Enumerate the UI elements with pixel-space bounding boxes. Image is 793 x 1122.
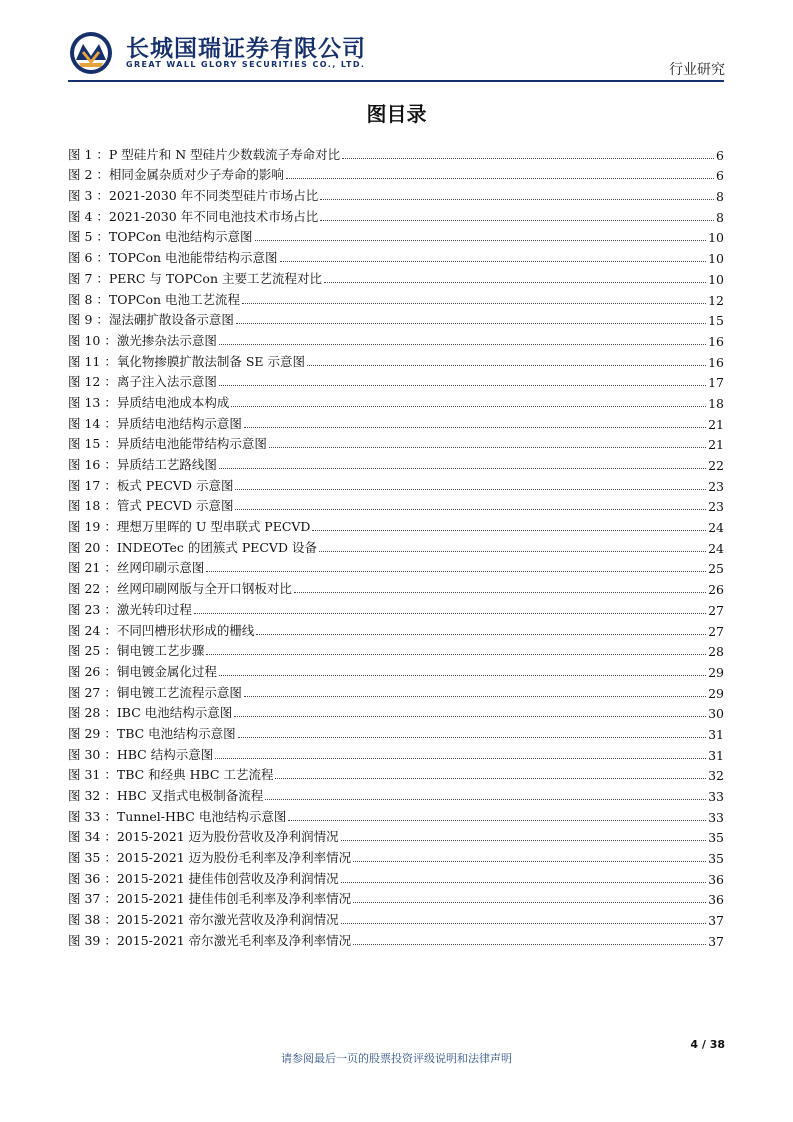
footer-disclaimer: 请参阅最后一页的股票投资评级说明和法律声明 <box>281 1052 512 1065</box>
toc-dot-leader <box>275 778 706 779</box>
toc-entry-label: 图 18 ：管式 PECVD 示意图 <box>68 498 234 514</box>
toc-entry-page: 30 <box>708 706 724 722</box>
toc-entry[interactable] <box>68 804 724 825</box>
toc-entry-page: 12 <box>708 292 724 308</box>
toc-entry[interactable] <box>68 928 724 949</box>
toc-entry[interactable] <box>68 308 724 329</box>
toc-entry-label: 图 24 ：不同凹槽形状形成的栅线 <box>68 622 255 638</box>
toc-entry-label: 图 23 ：激光转印过程 <box>68 601 192 617</box>
toc-entry-label: 图 19 ：理想万里晖的 U 型串联式 PECVD <box>68 519 311 535</box>
toc-entry-page: 6 <box>716 168 724 184</box>
toc-entry[interactable] <box>68 225 724 246</box>
toc-entry-page: 27 <box>708 623 724 639</box>
toc-entry[interactable] <box>68 639 724 660</box>
toc-entry[interactable] <box>68 659 724 680</box>
toc-entry-label: 图 32 ：HBC 叉指式电极制备流程 <box>68 788 264 803</box>
toc-dot-leader <box>238 737 706 738</box>
toc-entry[interactable] <box>68 370 724 391</box>
toc-entry-label: 图 9 ：湿法硼扩散设备示意图 <box>68 312 234 328</box>
current-page: 4 <box>690 1038 698 1051</box>
toc-dot-leader <box>219 344 706 345</box>
section-label: 行业研究 <box>669 62 725 78</box>
toc-entry[interactable] <box>68 432 724 453</box>
toc-entry[interactable] <box>68 287 724 308</box>
toc-entry-label: 图 20 ：INDEOTec 的团簇式 PECVD 设备 <box>68 539 317 555</box>
toc-entry[interactable] <box>68 473 724 494</box>
toc-entry-page: 32 <box>708 768 724 784</box>
toc-entry-page: 15 <box>708 313 724 329</box>
toc-dot-leader <box>294 592 706 593</box>
total-pages: 38 <box>709 1038 725 1051</box>
toc-entry-label: 图 31 ：TBC 和经典 HBC 工艺流程 <box>68 767 274 783</box>
toc-entry[interactable] <box>68 680 724 701</box>
toc-entry-label: 图 35 ：2015-2021 迈为股份毛利率及净利率情况 <box>68 850 352 866</box>
toc-dot-leader <box>255 240 707 241</box>
toc-entry[interactable] <box>68 618 724 639</box>
toc-entry[interactable] <box>68 721 724 742</box>
toc-entry-label: 图 2 ：相同金属杂质对少子寿命的影响 <box>68 167 284 183</box>
toc-dot-leader <box>219 675 706 676</box>
toc-dot-leader <box>320 220 714 221</box>
toc-dot-leader <box>342 158 714 159</box>
toc-entry-page: 18 <box>708 395 724 411</box>
toc-entry-page: 10 <box>708 251 724 267</box>
toc-entry-label: 图 28 ：IBC 电池结构示意图 <box>68 705 233 721</box>
toc-entry-label: 图 39 ：2015-2021 帝尔激光毛利率及净利率情况 <box>68 932 352 948</box>
toc-entry-label: 图 13 ：异质结电池成本构成 <box>68 394 230 410</box>
toc-entry[interactable] <box>68 763 724 784</box>
toc-dot-leader <box>265 799 706 800</box>
toc-dot-leader <box>269 447 706 448</box>
toc-dot-leader <box>288 820 706 821</box>
toc-dot-leader <box>341 923 706 924</box>
company-name-cn: 长城国瑞证券有限公司 <box>126 36 366 62</box>
toc-entry-label: 图 30 ：HBC 结构示意图 <box>68 746 214 762</box>
toc-entry-page: 21 <box>708 437 724 453</box>
toc-entry[interactable] <box>68 204 724 225</box>
toc-dot-leader <box>319 551 706 552</box>
toc-entry[interactable] <box>68 494 724 515</box>
toc-dot-leader <box>234 716 706 717</box>
toc-entry[interactable] <box>68 866 724 887</box>
toc-entry-label: 图 33 ：Tunnel-HBC 电池结构示意图 <box>68 808 287 824</box>
toc-entry-label: 图 8 ：TOPCon 电池工艺流程 <box>68 291 241 307</box>
toc-entry-page: 33 <box>708 809 724 825</box>
toc-entry[interactable] <box>68 845 724 866</box>
toc-entry-page: 28 <box>708 644 724 660</box>
page-title: 图目录 <box>366 102 427 126</box>
toc-entry-page: 31 <box>708 747 724 763</box>
toc-dot-leader <box>219 385 706 386</box>
toc-entry-page: 35 <box>708 830 724 846</box>
toc-dot-leader <box>353 861 706 862</box>
toc-entry[interactable] <box>68 142 724 163</box>
header-divider <box>68 80 724 82</box>
toc-entry[interactable] <box>68 411 724 432</box>
toc-dot-leader <box>206 654 706 655</box>
toc-entry-label: 图 3 ：2021-2030 年不同类型硅片市场占比 <box>68 188 319 204</box>
toc-dot-leader <box>353 902 706 903</box>
toc-entry[interactable] <box>68 245 724 266</box>
toc-entry-page: 29 <box>708 685 724 701</box>
toc-entry-page: 25 <box>708 561 724 577</box>
toc-entry-page: 36 <box>708 871 724 887</box>
toc-entry[interactable] <box>68 328 724 349</box>
toc-entry-page: 8 <box>716 189 724 205</box>
toc-entry-page: 10 <box>708 230 724 246</box>
toc-entry-page: 36 <box>708 892 724 908</box>
page-header <box>0 0 793 80</box>
toc-entry-page: 16 <box>708 333 724 349</box>
toc-entry[interactable] <box>68 535 724 556</box>
toc-dot-leader <box>256 634 706 635</box>
toc-dot-leader <box>235 509 706 510</box>
toc-dot-leader <box>242 303 706 304</box>
toc-entry[interactable] <box>68 556 724 577</box>
toc-entry-page: 35 <box>708 851 724 867</box>
toc-dot-leader <box>280 261 707 262</box>
toc-entry-label: 图 14 ：异质结电池结构示意图 <box>68 415 242 431</box>
toc-entry[interactable] <box>68 349 724 370</box>
toc-entry-page: 23 <box>708 478 724 494</box>
toc-dot-leader <box>231 406 706 407</box>
company-name-en: GREAT WALL GLORY SECURITIES CO., LTD. <box>126 60 366 69</box>
company-logo-icon <box>68 30 114 76</box>
toc-entry[interactable] <box>68 163 724 184</box>
toc-entry[interactable] <box>68 783 724 804</box>
toc-entry-page: 21 <box>708 416 724 432</box>
toc-entry-label: 图 15 ：异质结电池能带结构示意图 <box>68 436 267 452</box>
toc-entry[interactable] <box>68 452 724 473</box>
toc-entry[interactable] <box>68 825 724 846</box>
toc-entry[interactable] <box>68 390 724 411</box>
toc-dot-leader <box>236 323 706 324</box>
toc-entry-page: 37 <box>708 913 724 929</box>
toc-entry-page: 24 <box>708 520 724 536</box>
toc-entry-page: 6 <box>716 147 724 163</box>
toc-entry-label: 图 22 ：丝网印刷网版与全开口钢板对比 <box>68 581 292 597</box>
toc-entry-page: 16 <box>708 354 724 370</box>
toc-dot-leader <box>244 696 706 697</box>
figure-table-of-contents <box>68 142 724 949</box>
toc-entry[interactable] <box>68 514 724 535</box>
toc-dot-leader <box>206 571 706 572</box>
toc-entry-page: 17 <box>708 375 724 391</box>
toc-entry-page: 26 <box>708 582 724 598</box>
toc-entry-label: 图 36 ：2015-2021 捷佳伟创营收及净利润情况 <box>68 870 339 886</box>
toc-entry-page: 8 <box>716 209 724 225</box>
toc-dot-leader <box>235 489 706 490</box>
toc-entry[interactable] <box>68 576 724 597</box>
toc-entry-label: 图 25 ：铜电镀工艺步骤 <box>68 643 205 659</box>
toc-entry-label: 图 4 ：2021-2030 年不同电池技术市场占比 <box>68 208 319 224</box>
toc-entry-label: 图 27 ：铜电镀工艺流程示意图 <box>68 684 242 700</box>
toc-entry-page: 31 <box>708 726 724 742</box>
toc-dot-leader <box>341 882 706 883</box>
toc-entry-page: 23 <box>708 499 724 515</box>
toc-entry-page: 10 <box>708 271 724 287</box>
toc-entry-label: 图 11 ：氧化物掺膜扩散法制备 SE 示意图 <box>68 353 305 369</box>
toc-entry[interactable] <box>68 183 724 204</box>
toc-entry-label: 图 16 ：异质结工艺路线图 <box>68 457 217 472</box>
toc-entry-page: 27 <box>708 602 724 618</box>
toc-dot-leader <box>219 468 706 469</box>
toc-entry-label: 图 6 ：TOPCon 电池能带结构示意图 <box>68 250 278 266</box>
toc-entry-label: 图 12 ：离子注入法示意图 <box>68 374 217 390</box>
toc-entry[interactable] <box>68 266 724 287</box>
toc-entry-label: 图 17 ：板式 PECVD 示意图 <box>68 477 234 493</box>
toc-entry-label: 图 1 ：P 型硅片和 N 型硅片少数载流子寿命对比 <box>68 146 341 162</box>
toc-dot-leader <box>215 758 706 759</box>
toc-entry[interactable] <box>68 742 724 763</box>
toc-dot-leader <box>353 944 706 945</box>
toc-entry-label: 图 29 ：TBC 电池结构示意图 <box>68 725 236 741</box>
toc-entry[interactable] <box>68 907 724 928</box>
toc-entry[interactable] <box>68 597 724 618</box>
toc-entry-label: 图 37 ：2015-2021 捷佳伟创毛利率及净利率情况 <box>68 891 352 907</box>
toc-entry-page: 33 <box>708 789 724 804</box>
toc-dot-leader <box>194 613 706 614</box>
toc-entry-label: 图 7 ：PERC 与 TOPCon 主要工艺流程对比 <box>68 270 322 286</box>
toc-dot-leader <box>244 427 706 428</box>
toc-entry-label: 图 21 ：丝网印刷示意图 <box>68 560 205 576</box>
toc-dot-leader <box>286 178 714 179</box>
toc-entry-label: 图 26 ：铜电镀金属化过程 <box>68 663 217 679</box>
toc-entry-label: 图 34 ：2015-2021 迈为股份营收及净利润情况 <box>68 829 339 845</box>
toc-dot-leader <box>307 365 706 366</box>
toc-entry-page: 24 <box>708 540 724 556</box>
toc-entry-page: 29 <box>708 664 724 680</box>
toc-entry-label: 图 38 ：2015-2021 帝尔激光营收及净利润情况 <box>68 912 339 928</box>
page-separator: / <box>701 1038 706 1051</box>
toc-entry[interactable] <box>68 887 724 908</box>
toc-entry[interactable] <box>68 701 724 722</box>
toc-entry-page: 37 <box>708 933 724 949</box>
toc-entry-label: 图 5 ：TOPCon 电池结构示意图 <box>68 229 253 245</box>
toc-dot-leader <box>320 199 714 200</box>
toc-dot-leader <box>341 840 706 841</box>
toc-dot-leader <box>324 282 706 283</box>
toc-entry-label: 图 10 ：激光掺杂法示意图 <box>68 332 217 348</box>
toc-entry-page: 22 <box>708 458 724 473</box>
toc-dot-leader <box>312 530 706 531</box>
